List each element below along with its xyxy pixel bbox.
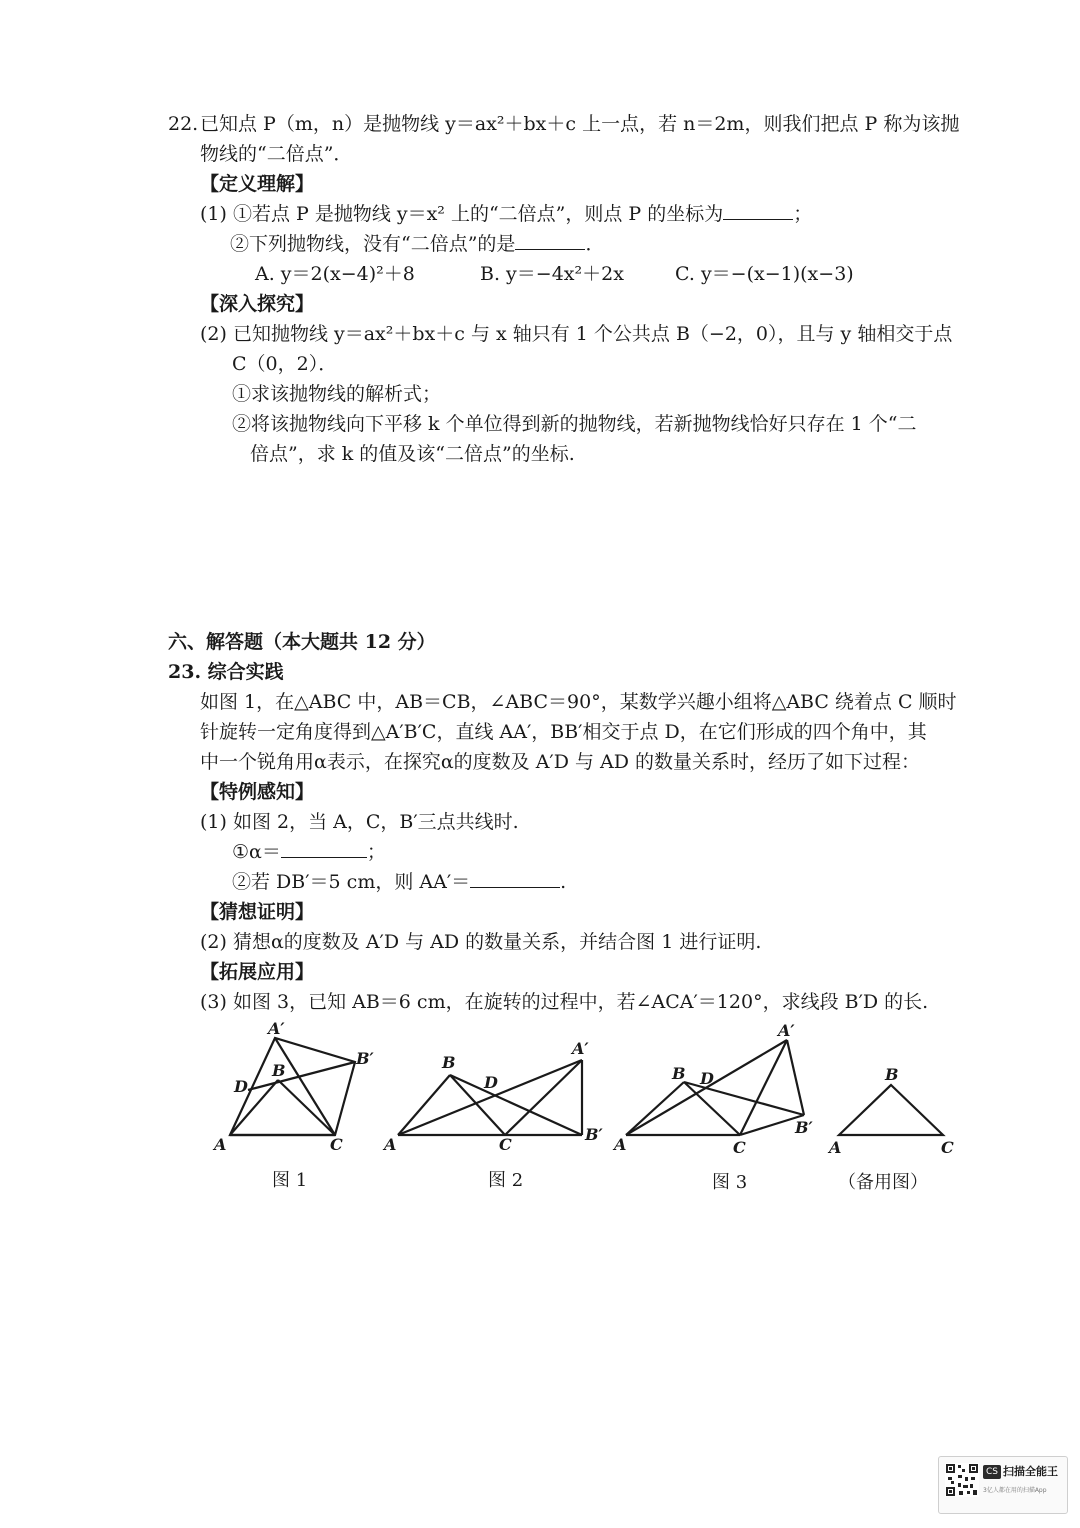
q22-stem-line1: 已知点 P（m，n）是抛物线 y＝ax²＋bx＋c 上一点，若 n＝2m，则我们把点 P 称为该抛 [200,113,960,135]
q22-stem-line2: 物线的“二倍点”． [200,143,353,165]
fig4-label-C: C [941,1138,954,1157]
fig3-label-A1: A′ [778,1021,795,1040]
scanner-watermark [938,1456,1068,1514]
fig1-label-D: D [234,1077,248,1096]
fig2-seg-AB [398,1075,450,1135]
answer-blank [281,841,367,858]
q23-part1b [232,868,566,896]
q22-option-c: C. y＝−(x−1)(x−3) [675,263,854,285]
figure-2 [380,1030,610,1160]
q23-part1b-suffix: . [560,871,567,893]
figure-2-drawing [380,1030,610,1160]
fig2-label-A1: A′ [572,1039,589,1058]
fig3-seg-AB [626,1082,684,1135]
q22-part2b-line2: 倍点”，求 k 的值及该“二倍点”的坐标. [250,443,575,465]
q22-option-b: B. y＝−4x²＋2x [480,263,624,285]
q22-part1a-prefix: (1) ①若点 P 是抛物线 y＝x² 上的“二倍点”，则点 P 的坐标为 [200,203,724,225]
figure-spare-drawing [825,1060,965,1160]
figure-spare [825,1060,965,1160]
q23-intro-line1: 如图 1，在△ABC 中，AB＝CB，∠ABC＝90°，某数学兴趣小组将△ABC 绕着点 C 顺时 [200,691,957,713]
answer-blank [470,871,560,888]
fig1-seg-DB1 [248,1062,355,1090]
fig1-label-B1: B′ [356,1049,374,1068]
q22-part1b [230,230,604,258]
fig1-quad [230,1038,355,1135]
q23-intro-line3: 中一个锐角用α表示，在探究α的度数及 A′D 与 AD 的数量关系时，经历了如下过程： [200,751,921,773]
figure-3-caption: 图 3 [712,1172,748,1193]
q23-part1: (1) 如图 2，当 A，C，B′三点共线时. [200,811,519,833]
fig4-triangle [839,1085,943,1135]
fig3-seg-A1B1 [787,1040,804,1115]
q23-part3: (3) 如图 3，已知 AB＝6 cm，在旋转的过程中，若∠ACA′＝120°，求线段 B′D 的长. [200,991,929,1013]
answer-blank [515,233,585,250]
part6-heading: 六、解答题（本大题共 12 分） [168,631,436,653]
scanner-app-tagline: 3亿人都在用的扫描App [983,1487,1047,1494]
fig2-label-C: C [499,1135,512,1154]
scanner-app-name: 扫描全能王 [1003,1465,1058,1478]
cs-badge: CS [983,1465,1001,1479]
figure-3-drawing [612,1020,827,1160]
q23-part1a-suffix: ； [366,841,386,863]
fig2-seg-AA1 [398,1060,582,1135]
q23-part1b-prefix: ②若 DB′＝5 cm，则 AA′＝ [232,871,471,893]
figure-3 [612,1020,827,1160]
figure-1-caption: 图 1 [272,1170,308,1191]
q22-part1b-prefix: ②下列抛物线，没有“二倍点”的是 [230,233,516,255]
fig3-label-B1: B′ [795,1118,813,1137]
fig3-label-C: C [733,1138,746,1157]
figure-2-caption: 图 2 [488,1170,524,1191]
q22-number: 22. [168,113,199,135]
fig1-label-A1: A′ [268,1020,285,1038]
q22-section-explore: 【深入探究】 [200,293,315,315]
q23-part1a-prefix: ①α＝ [232,841,281,863]
fig2-label-A: A [384,1135,397,1154]
q23-title: 23. 综合实践 [168,661,284,683]
fig2-seg-CA1 [505,1060,582,1135]
q23-intro-line2: 针旋转一定角度得到△A′B′C，直线 AA′，BB′相交于点 D，在它们形成的四个角中，其 [200,721,927,743]
q23-section-special: 【特例感知】 [200,781,315,803]
q23-section-extension: 【拓展应用】 [200,961,315,983]
figure-spare-caption: （备用图） [838,1172,928,1193]
fig2-label-B1: B′ [585,1125,603,1144]
q22-part1a-suffix: ； [793,203,813,225]
fig1-label-B: B [272,1061,286,1080]
fig3-label-A: A [614,1135,627,1154]
fig1-label-A: A [214,1135,227,1154]
q22-part2-line2: C（0，2）． [232,353,338,375]
qr-code-icon [945,1463,979,1497]
figure-1 [210,1020,380,1160]
figure-1-drawing [210,1020,380,1160]
q22-part2b-line1: ②将该抛物线向下平移 k 个单位得到新的抛物线，若新抛物线恰好只存在 1 个“二 [232,413,917,435]
q22-part1b-suffix: ． [585,233,605,255]
fig3-label-D: D [700,1069,714,1088]
q23-part2: (2) 猜想α的度数及 A′D 与 AD 的数量关系，并结合图 1 进行证明. [200,931,762,953]
q23-section-conjecture: 【猜想证明】 [200,901,315,923]
fig4-label-B: B [885,1065,899,1084]
q22-section-definition: 【定义理解】 [200,173,315,195]
fig2-label-B: B [442,1053,456,1072]
q22-option-a: A. y＝2(x−4)²＋8 [255,263,415,285]
q22-part2-line1: (2) 已知抛物线 y＝ax²＋bx＋c 与 x 轴只有 1 个公共点 B（−2，0），且与 y 轴相交于点 [200,323,953,345]
q22-part1a [200,200,812,228]
q23-part1a [232,838,386,866]
q22-part2a: ①求该抛物线的解析式； [232,383,442,405]
fig3-label-B: B [672,1064,686,1083]
fig4-label-A: A [829,1138,842,1157]
fig2-label-D: D [484,1073,498,1092]
answer-blank [723,203,793,220]
fig1-label-C: C [330,1135,343,1154]
